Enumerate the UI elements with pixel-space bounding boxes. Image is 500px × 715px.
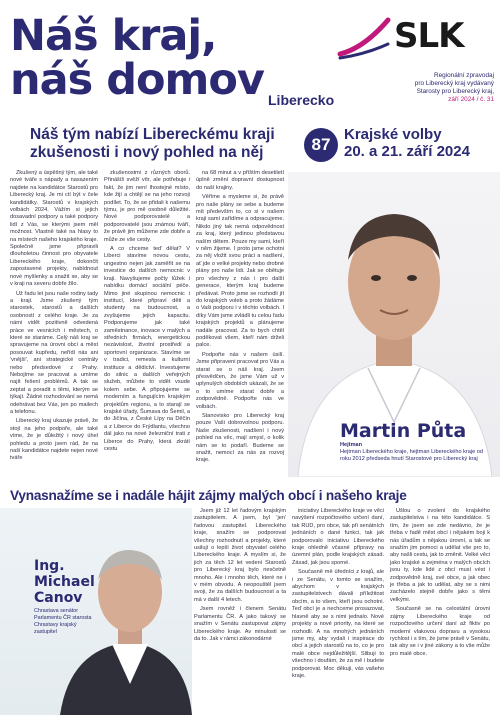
article1-column3 xyxy=(196,170,284,467)
article2-headline: Vynasnažíme se i nadále hájit zájmy malých obcí i našeho kraje xyxy=(10,488,407,503)
masthead-title-line1: Náš kraj, xyxy=(10,11,217,61)
paragraph: Ušlou o zvolení do krajského zastupitelstva i na této kandidátce. S tím, že jsem se zde nedávno, že je třeba v řadě měst obcí i nějakém boji k nás úřadům s nějakou úrovní, a tak se snažím jim pomoci a udělat vše pro to, aby našli cestu, jak to změnit. Velké věci jako krajské a zejména v malých obcích jsou ty, kde lidé z obcí musí vést i zodpovědně kraj, své obce, a jak obec je třeba a jak to udělat, aby se s nimi zacházelo stejně dobře jako s těmi velkými. xyxy=(390,508,490,603)
article1-column1 xyxy=(10,170,98,465)
masthead-region: Liberecko xyxy=(268,92,335,108)
paragraph: Současně mě úředníci z krajů, ale i ze Senátu, v tomto se snažím, abychom v krajských zastupitelstvech dávali příležitost obcím, a to všem, kteří jsou ochotni. Teď obcí je a nechceme prosazovat, hlavně aby se s nimi jednalo. Nové projekty a nové priority, na které se rozhodli. A na mnohých jednáních jsme my, aby vydali i inspirace do obcí a jejich starostů na to, co je pro malé obce nejdůležitější. Slibuji to všechno i doufám, že za mě i budete podporovat. Moc děkuji, vás vašeho kraje. xyxy=(292,569,384,679)
paragraph: A co chceme teď dělat? V Liberci stavíme novou cestu, ungestno nejen jak zaměřit se na investice do dalších nemocnic v kraji. Navyšujeme počty lůžek i nabídku domácí sociální péče. Mimo jiné skupinou nemocnic i institucí, které připraví děti a studenty na budoucnost, a zvyšujeme jejich kapacitu. Podporujeme jak také zaměstnance, inovace v malých a středních firmách, energetickou nezávislost, životní prostředí a sportovní organizace. Stavíme se v tradici, remesla a kulturní instituce a dědictví. Investujeme do silnic a dalších veřejných služeb, můžete to vidět vsude kolem sebe. A připojujeme se moderním a fungujícím krajským projektům regionu, a to starají se krajské úřady, Šumava do Šemil, a do Jičína, z České Lípy na Děčín a z Liberce do Frýdlantu, všechno dál jako na nové železniční trati z Liberce do Prahy, která zkrátí cestu xyxy=(104,246,191,453)
paragraph: Liberecký kraj ukazuje právě, že stojí na jeho podpoře, ale také víme, že je důležitý i nový úhel pohledu a proto jsem rád, že na naší kandidátce najdete nejen nové tváře xyxy=(10,418,99,462)
slk-brand: SLK xyxy=(394,16,464,56)
election-title: Krajské volby xyxy=(344,126,442,143)
paragraph: Zkušený a úspěšný tým, ale také nové tváře s nápady a nasazením najdete na kandidátce Starostů pro Liberecký kraj. Je mi ctí být v čele kandidátky. Starostů v krajských volbách 2024. Vážím si jejich dosavadní podpory a také podpory lidí z Vás, se kterými jsem měl možnost. Vlastně také na hlasy to na místech našeho krajského kraje. Společně jsme připravili dlouholetou činnost pro obyvatele Libereckého kraje, dokončit zapostavené projekty, nabídnout nové myšlenky a snažit se, aby se v kraji na severu dobře žilo. xyxy=(10,170,98,288)
caption-title: Hejtman xyxy=(340,442,363,448)
masthead-title xyxy=(10,11,264,105)
paragraph: zkušenostmi z různých oborů. Přinášíš svěží vítr, ale potřebuje i fakt, že jim není lhostejné místo, kde žijí a chtějí se na jeho rozvoji podílet. To, že se přidali k našemu týmu, je pro mě osobně důležité. Nové podporovatelé a podporovatelé jsou známou tváří, že právě jim můžeme zde dobře a může ze vše cesty. xyxy=(104,170,190,243)
paragraph: Jsem rovněž i členem Senátu Parlamentu ČR. A jako takový se snažím v Senátu zastupovat zájmy Libereckého kraje. Av minulosti se da to. Jak v rámci zákonodárné xyxy=(194,606,286,642)
paragraph: Současně se na celostátní úrovni zájmy Libereckého kraje od rozpočtového určení daní až fiktiv po moderní vlakovou dopravu a vysokou rychlost i s tím, že jsme právě v Senátu, tak aby se i v jiné zákony a to vše může pro malé obce. xyxy=(390,606,490,657)
election-info xyxy=(344,126,470,160)
candidate-number-badge: 87 xyxy=(304,128,338,162)
election-dates: 20. a 21. září 2024 xyxy=(344,143,470,160)
masthead-title-line2: náš domov xyxy=(10,55,264,105)
article1-column2 xyxy=(104,170,190,455)
info-line2: pro Liberecký kraj vydávaný xyxy=(414,80,494,87)
name-title: Ing. xyxy=(34,558,65,574)
name-last: Canov xyxy=(34,590,83,606)
paragraph: Věříme a mysleme si, že právě pro naše plány se sebe a budeme mít především to, co si v našem kraji samí zařídíme a odpracujeme. Nikdo jiný tak nemá odpovědnost za kraj, který jedinou představou naším dětem. Pouze my sami, kteří v něm žijeme. I proto jsme ochotni za něj vložit svou práci a nadšení, ať jde o velké projekty nebo drobné plány pro naše lidi. Jak se obětuje pro všechny z nás i pro další generace, kterým kraj budeme předávat. Proto jsme se rozhodli jít do krajských voleb a proto žádáme o Vaši podporu i v těchto volbách. I díky Vám jsme zvládli tu celou řadu krajských projektů a plánujeme nadále pracovat. Za to bych chtěl poděkovat všem, kteří nám drželi palce. xyxy=(196,194,284,349)
slk-logo-mark xyxy=(336,14,396,62)
paragraph: Stanovisko pro Liberecký kraj pouze Vaši dobrovolnou podporu. Naše zkušenosti, nadšení i nový pohled na věc, mají smysl, o kolik nám se to podaří. Budeme se snažit, nemocí za nás za rozvoj kraje. xyxy=(196,413,284,464)
paragraph: na 68 minut a v příštím desetiletí úplně změní dopravní dostupnost do naší krajiny. xyxy=(196,170,284,191)
info-line1: Regionální zpravodaj xyxy=(433,72,494,79)
name-first: Michael xyxy=(34,574,95,590)
article2-column1 xyxy=(194,508,286,645)
martin-puta-caption xyxy=(340,442,490,463)
paragraph: Podpořte nás v našem úsilí. Jsme připraveni pracovat pro Vás a starat se o náš kraj. Jsem přesvědčen, že jsme Vám už v uplynulých obdobích ukázali, že se o to umíme starat dobře a zodpovědně. Podpořte nás ve volbách. xyxy=(196,351,284,410)
article2-column2 xyxy=(292,508,384,682)
michael-canov-caption: Chrastava senátor Parlamentu ČR starosta Chrastavy krajský zastupitel xyxy=(34,608,92,635)
martin-puta-name: Martin Půta xyxy=(340,420,467,442)
info-line3: Starosty pro Liberecký kraj, xyxy=(416,88,494,95)
article1-headline: Náš tým nabízí Libereckému kraji zkušenosti i nový pohled na něj xyxy=(30,126,275,161)
paragraph: Jsem již 12 let řadovým krajským zastupitelem. A jsem, byl 'jen' řadovou zastupitel. Libereckého kraje, snažím se podporovat všechny rozhodnutí a projekty, které usilují o lepší život obyvatel celého Libereckého kraje. A myslím si, že jich za těch 12 let vedení Starostů pro Liberecký kraj bylo nesčetně mnoho. Ale i mnoho těch, které ne i v mém obvodu. A neopouštěl jsem svoji, že za dalších budoucnost a ta má v další 4 letech. xyxy=(194,508,286,603)
portrait-illustration xyxy=(0,508,192,715)
paragraph: Už řadu let jsou naše rodiny tady a kraji. Jsme zkušený tým starostek, starostů a dalších osobností z celého kraje. Je za námi vidět pozitivně odvedená práce ve vesnicích i městech, o které se staráme. Celý náš kraj se spravujeme na úrovni obcí a měst posouvat kupředu, neřídí nás ani 'vnější', ani strategické centrály nebo předsedové z Prahy. Nebojíme se pracovat a umíme najít řešení problémů. A tak se zeptat a poradit s těmi, kterým se týkají. Žádné rozhodování se nemá odehrávat bez Vás, jen po mailech a telefonu. xyxy=(10,290,98,415)
michael-canov-name xyxy=(34,558,95,606)
paragraph: iniciativy Libereckého kraje ve věci navýšení rozpočtového určení daní, tak RUD, pro obce, tak při senátních jednáních o dané funkci, tak jak podporovalo iniciativu Libereckého kraje ohledně včasné přípravy na územní plán, podle krajských zásad. Zásad, jak jsou sporné. xyxy=(292,508,384,566)
michael-canov-photo xyxy=(0,508,192,715)
issue-number: září 2024 / č. 31 xyxy=(448,96,494,103)
caption-text: Hejtman Libereckého kraje, hejtman Libereckého kraje od roku 2012 předseda hnutí Starostové pro Liberecký kraj xyxy=(340,449,484,462)
article2-column3 xyxy=(390,508,490,660)
masthead-info xyxy=(354,72,494,104)
